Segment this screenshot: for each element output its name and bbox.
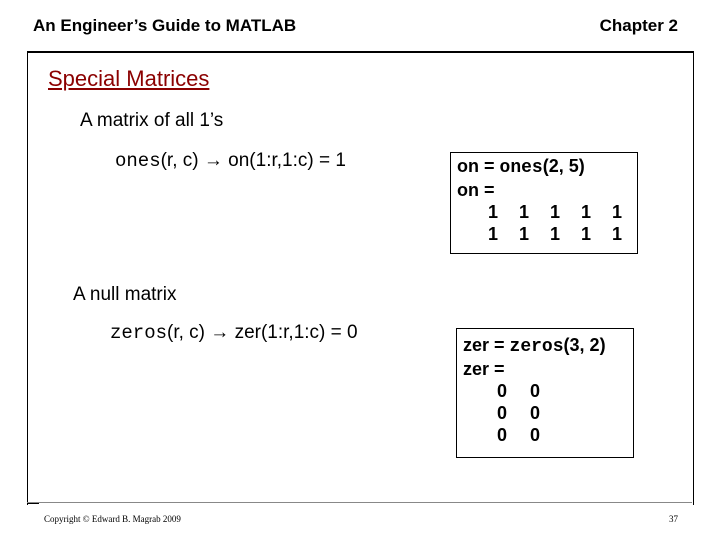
ones-cell: 1 xyxy=(549,202,560,222)
zeros-command-args: (3, 2) xyxy=(563,335,606,355)
ones-command-func: ones xyxy=(499,158,543,178)
ones-cell: 1 xyxy=(549,224,560,244)
zeros-command-func: zeros xyxy=(509,337,564,357)
zeros-cell: 0 xyxy=(529,425,540,445)
arrow-icon: → xyxy=(203,150,223,171)
chapter-label: Chapter 2 xyxy=(599,16,678,35)
ones-cell: 1 xyxy=(580,224,591,244)
zeros-cell: 0 xyxy=(496,381,507,401)
ones-cell: 1 xyxy=(487,202,498,222)
ones-func: ones xyxy=(115,150,161,172)
zeros-cell: 0 xyxy=(496,425,507,445)
ones-cell: 1 xyxy=(518,224,529,244)
ones-cell: 1 xyxy=(580,202,591,222)
slide-frame-bottom xyxy=(27,502,692,503)
zeros-command-prefix: zer = xyxy=(463,335,510,355)
ones-cell: 1 xyxy=(611,224,622,244)
book-title: An Engineer’s Guide to MATLAB xyxy=(33,16,297,35)
zeros-example-box xyxy=(456,328,634,458)
ones-cell: 1 xyxy=(518,202,529,222)
zeros-formula xyxy=(110,322,358,344)
ones-output-label: on = xyxy=(457,180,495,200)
slide-title: Special Matrices xyxy=(48,66,210,91)
ones-args: (r, c) xyxy=(160,150,199,171)
ones-example-box xyxy=(450,152,638,254)
ones-command-args: (2, 5) xyxy=(542,156,585,176)
ones-command xyxy=(457,155,637,179)
arrow-icon: → xyxy=(210,322,230,343)
ones-command-prefix: on = xyxy=(457,156,500,176)
ones-cell: 1 xyxy=(611,202,622,222)
ones-formula xyxy=(115,150,346,172)
copyright-text: Copyright © Edward B. Magrab 2009 xyxy=(44,514,181,524)
zeros-args: (r, c) xyxy=(167,322,206,343)
zeros-matrix xyxy=(474,380,633,446)
ones-heading: A matrix of all 1’s xyxy=(80,110,224,131)
zeros-func: zeros xyxy=(110,322,168,344)
ones-cell: 1 xyxy=(487,224,498,244)
slide-frame-corner xyxy=(27,503,39,504)
page-number: 37 xyxy=(669,514,678,524)
zeros-heading: A null matrix xyxy=(73,284,177,305)
zeros-cell: 0 xyxy=(496,403,507,423)
zeros-cell: 0 xyxy=(529,381,540,401)
ones-result: on(1:r,1:c) = 1 xyxy=(228,150,346,171)
ones-matrix xyxy=(467,201,637,245)
zeros-result: zer(1:r,1:c) = 0 xyxy=(234,322,358,343)
zeros-output-label: zer = xyxy=(463,359,505,379)
zeros-cell: 0 xyxy=(529,403,540,423)
zeros-command xyxy=(463,334,633,358)
